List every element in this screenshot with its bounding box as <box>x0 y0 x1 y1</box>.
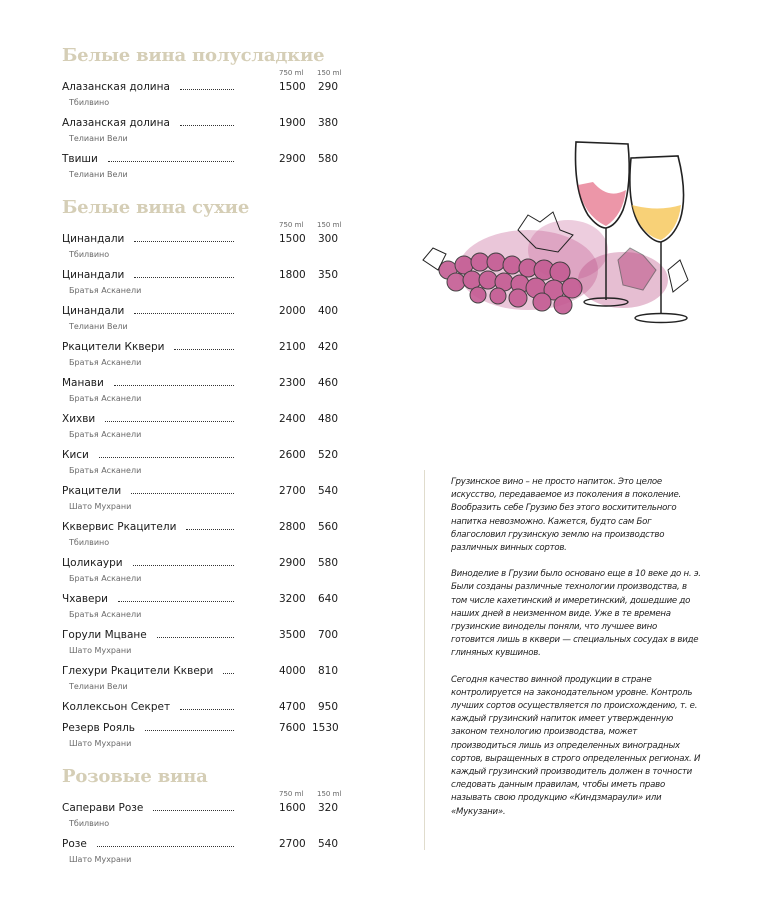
wine-name: Ркацители <box>62 484 127 498</box>
wine-glasses-and-grapes-illustration <box>418 130 693 330</box>
column-header-750: 750 ml <box>279 790 304 798</box>
price-750ml: 4700 <box>279 701 306 713</box>
wine-name: Хихви <box>62 412 101 426</box>
price-150ml: 400 <box>317 305 338 317</box>
producer: Шато Мухрани <box>69 502 132 511</box>
price-750ml: 3200 <box>279 593 306 605</box>
column-headers <box>62 68 342 80</box>
dotted-leader <box>133 565 234 566</box>
menu-item <box>62 116 342 152</box>
column-header-750: 750 ml <box>279 221 304 229</box>
menu-item <box>62 484 342 520</box>
dotted-leader <box>174 349 234 350</box>
dotted-leader <box>134 277 234 278</box>
producer: Братья Асканели <box>69 610 142 619</box>
column-headers <box>62 789 342 801</box>
producer: Братья Асканели <box>69 394 142 403</box>
wine-name: Резерв Рояль <box>62 721 141 735</box>
wine-name: Чхавери <box>62 592 114 606</box>
menu-item <box>62 412 342 448</box>
wine-name: Твиши <box>62 152 104 166</box>
dotted-leader <box>157 637 234 638</box>
georgian-wine-story <box>424 470 705 850</box>
price-150ml: 520 <box>317 449 338 461</box>
menu-section <box>62 196 342 765</box>
menu-section <box>62 44 342 196</box>
price-750ml: 1800 <box>279 269 306 281</box>
wine-name: Цинандали <box>62 232 130 246</box>
price-750ml: 2700 <box>279 838 306 850</box>
menu-item <box>62 268 342 304</box>
price-150ml: 540 <box>317 485 338 497</box>
column-header-150: 150 ml <box>317 790 342 798</box>
wine-name: Горули Мцване <box>62 628 153 642</box>
producer: Телиани Вели <box>69 322 128 331</box>
price-150ml: 380 <box>317 117 338 129</box>
producer: Тбилвино <box>69 538 110 547</box>
price-750ml: 1500 <box>279 81 306 93</box>
dotted-leader <box>105 421 234 422</box>
price-750ml: 2300 <box>279 377 306 389</box>
price-150ml: 640 <box>317 593 338 605</box>
price-750ml: 2900 <box>279 557 306 569</box>
menu-item <box>62 340 342 376</box>
price-150ml: 540 <box>317 838 338 850</box>
menu-section <box>62 765 342 881</box>
dotted-leader <box>180 125 234 126</box>
price-750ml: 4000 <box>279 665 306 677</box>
price-750ml: 7600 <box>279 722 306 734</box>
menu-item <box>62 801 342 837</box>
producer: Телиани Вели <box>69 134 128 143</box>
wine-name: Глехури Ркацители Кквери <box>62 664 219 678</box>
producer: Телиани Вели <box>69 682 128 691</box>
dotted-leader <box>134 241 234 242</box>
wine-name: Манави <box>62 376 110 390</box>
wine-menu <box>62 44 342 881</box>
price-150ml: 810 <box>317 665 338 677</box>
column-header-150: 150 ml <box>317 69 342 77</box>
wine-name: Алазанская долина <box>62 80 176 94</box>
menu-item <box>62 556 342 592</box>
dotted-leader <box>108 161 234 162</box>
price-750ml: 1900 <box>279 117 306 129</box>
wine-name: Цинандали <box>62 304 130 318</box>
story-paragraph-1: Грузинское вино – не просто напиток. Это целое искусство, передаваемое из поколения в поколение. Вообразить себе Грузию без этого восхитительного напитка невозможно. Кажется, будто сам Бог благословил грузинскую землю на производство различных винных сортов. <box>451 477 682 554</box>
price-750ml: 1500 <box>279 233 306 245</box>
wine-name: Саперави Розе <box>62 801 149 815</box>
column-headers <box>62 220 342 232</box>
producer: Шато Мухрани <box>69 646 132 655</box>
wine-name: Алазанская долина <box>62 116 176 130</box>
price-750ml: 2700 <box>279 485 306 497</box>
wine-name: Розе <box>62 837 93 851</box>
wine-name: Цинандали <box>62 268 130 282</box>
menu-item <box>62 700 342 721</box>
wine-name: Киси <box>62 448 95 462</box>
price-150ml: 350 <box>317 269 338 281</box>
menu-item <box>62 721 342 757</box>
section-title: Белые вина полусладкие <box>62 45 325 66</box>
wine-name: Ркацители Кквери <box>62 340 170 354</box>
price-150ml: 480 <box>317 413 338 425</box>
menu-item <box>62 592 342 628</box>
story-paragraph-3: Сегодня качество винной продукции в стране контролируется на законодательном уровне. Контроль лучших сортов осуществляется по происхождению, т. е. каждый грузинский напиток имеет утвержденную законом технологию производства, может производиться лишь из определенных виноградных сортов, выращенных в строго определенных регионах. И каждый грузинский производитель должен в точности следовать данным правилам, чтобы иметь право называть свою продукцию «Киндзмараули» или «Мукузани». <box>451 674 701 817</box>
producer: Тбилвино <box>69 98 110 107</box>
price-750ml: 2600 <box>279 449 306 461</box>
price-150ml: 700 <box>317 629 338 641</box>
dotted-leader <box>131 493 234 494</box>
wine-name: Коллексьон Секрет <box>62 700 176 714</box>
producer: Братья Асканели <box>69 574 142 583</box>
dotted-leader <box>153 810 234 811</box>
wine-name: Кквервис Ркацители <box>62 520 182 534</box>
dotted-leader <box>97 846 234 847</box>
price-750ml: 1600 <box>279 802 306 814</box>
wine-name: Цоликаури <box>62 556 129 570</box>
menu-item <box>62 664 342 700</box>
price-150ml: 420 <box>317 341 338 353</box>
price-750ml: 2800 <box>279 521 306 533</box>
dotted-leader <box>114 385 234 386</box>
producer: Телиани Вели <box>69 170 128 179</box>
producer: Шато Мухрани <box>69 855 132 864</box>
price-150ml: 460 <box>317 377 338 389</box>
column-header-750: 750 ml <box>279 69 304 77</box>
price-750ml: 2000 <box>279 305 306 317</box>
dotted-leader <box>223 673 234 674</box>
menu-item <box>62 628 342 664</box>
dotted-leader <box>134 313 234 314</box>
dotted-leader <box>118 601 234 602</box>
producer: Тбилвино <box>69 819 110 828</box>
price-150ml: 290 <box>317 81 338 93</box>
menu-item <box>62 80 342 116</box>
section-title: Розовые вина <box>62 766 208 787</box>
producer: Братья Асканели <box>69 430 142 439</box>
producer: Братья Асканели <box>69 466 142 475</box>
price-750ml: 3500 <box>279 629 306 641</box>
producer: Шато Мухрани <box>69 739 132 748</box>
producer: Тбилвино <box>69 250 110 259</box>
column-header-150: 150 ml <box>317 221 342 229</box>
price-150ml: 300 <box>317 233 338 245</box>
price-150ml: 560 <box>317 521 338 533</box>
dotted-leader <box>180 709 234 710</box>
story-paragraph-2: Виноделие в Грузии было основано еще в 10 веке до н. э. Были созданы различные технологии производства, в том числе кахетинский и имеретинский, дошедшие до наших дней в неизменном виде. Уже в те времена грузинские виноделы поняли, что лучшее вино готовится лишь в кквери — специальных сосудах в виде глиняных кувшинов. <box>451 569 701 659</box>
menu-item <box>62 232 342 268</box>
dotted-leader <box>186 529 234 530</box>
price-150ml: 320 <box>317 802 338 814</box>
menu-item <box>62 448 342 484</box>
price-750ml: 2100 <box>279 341 306 353</box>
price-150ml: 950 <box>317 701 338 713</box>
producer: Братья Асканели <box>69 358 142 367</box>
menu-item <box>62 837 342 873</box>
price-150ml: 580 <box>317 557 338 569</box>
price-150ml: 1530 <box>312 722 339 734</box>
dotted-leader <box>99 457 234 458</box>
producer: Братья Асканели <box>69 286 142 295</box>
dotted-leader <box>145 730 234 731</box>
menu-item <box>62 152 342 188</box>
price-150ml: 580 <box>317 153 338 165</box>
dotted-leader <box>180 89 234 90</box>
menu-item <box>62 376 342 412</box>
section-title: Белые вина сухие <box>62 197 250 218</box>
price-750ml: 2900 <box>279 153 306 165</box>
price-750ml: 2400 <box>279 413 306 425</box>
wine-illustration-icon <box>418 130 693 330</box>
menu-item <box>62 520 342 556</box>
menu-item <box>62 304 342 340</box>
